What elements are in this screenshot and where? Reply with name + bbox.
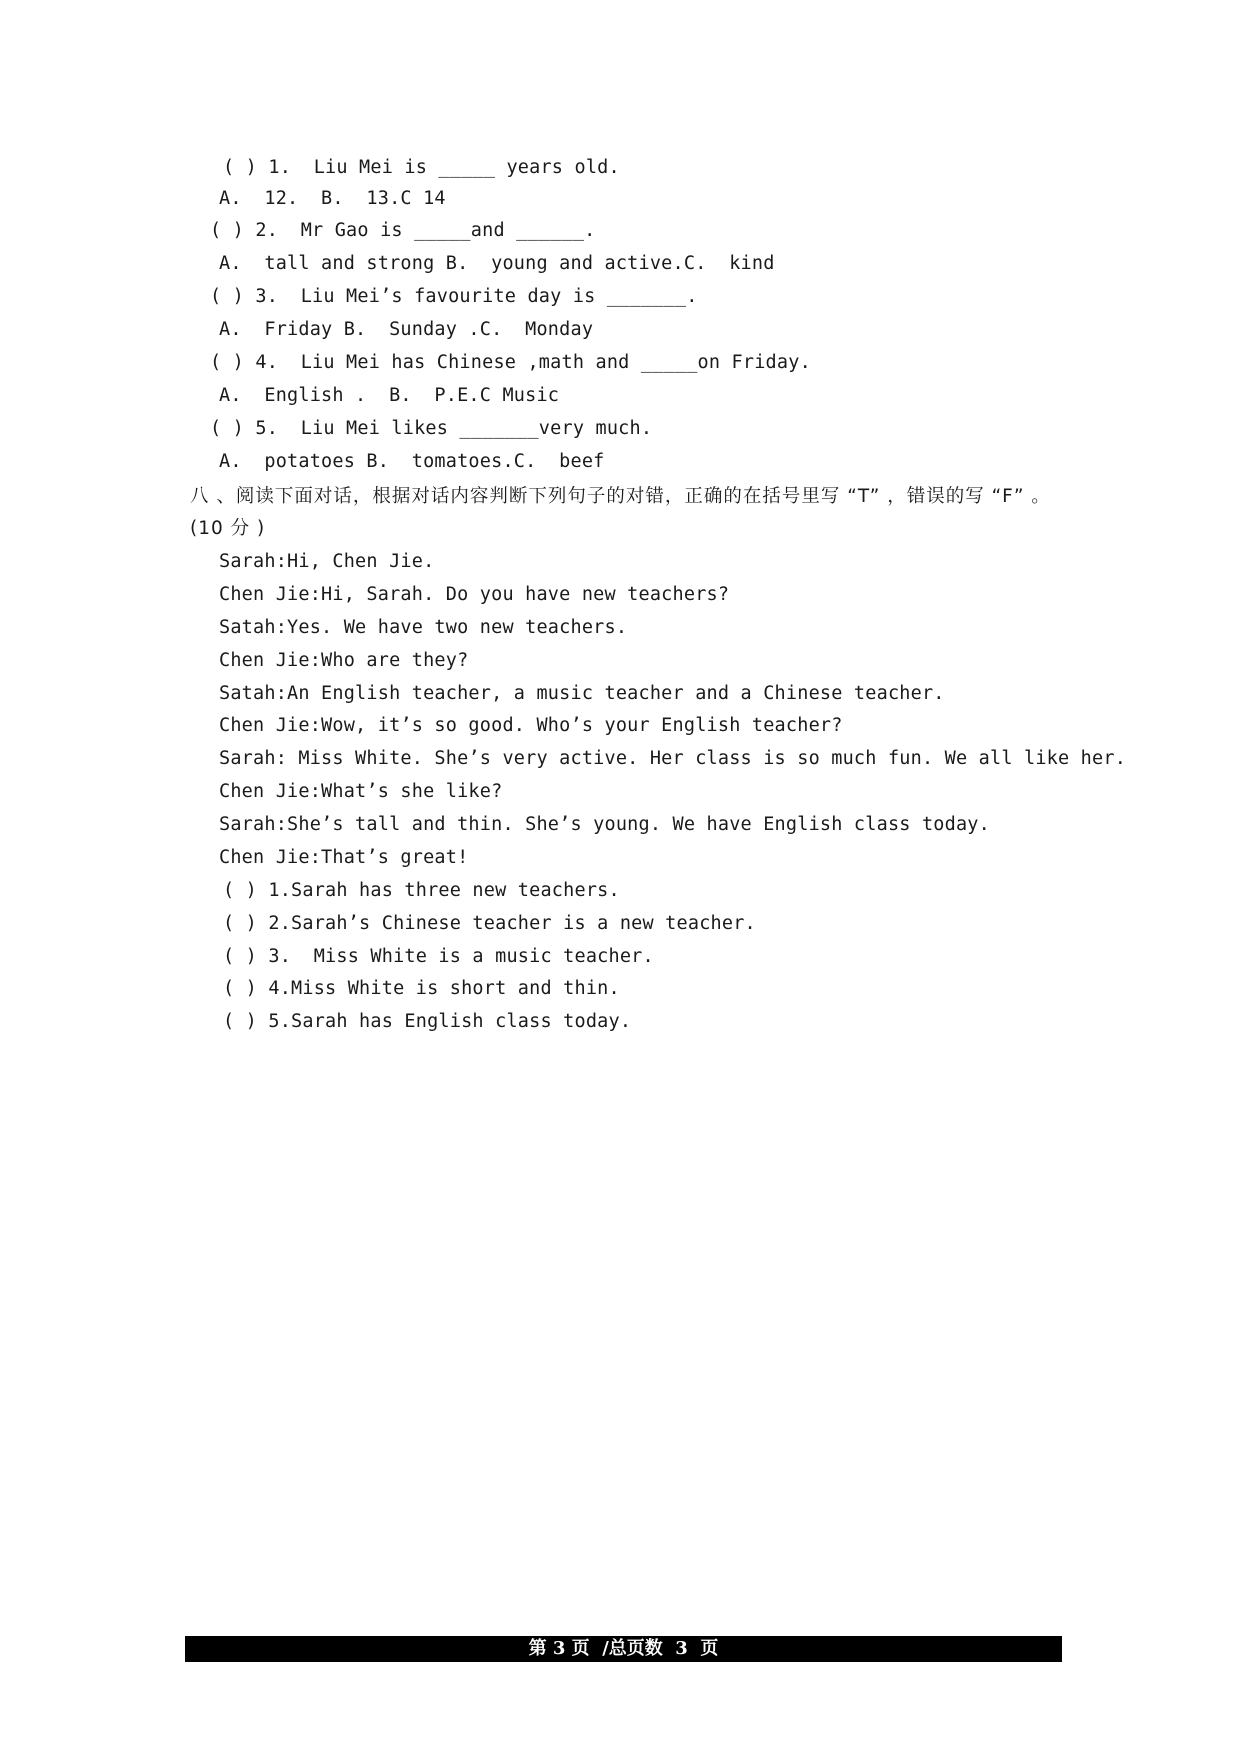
statement-4: ( ) 4.Miss White is short and thin. [223,978,620,999]
dialogue-line: Sarah:She’s tall and thin. She’s young. We have English class today. [219,814,990,835]
dialogue-line: Chen Jie:Who are they? [219,650,469,671]
question-3-options: A. Friday B. Sunday .C. Monday [219,319,594,340]
dialogue-line: Satah:An English teacher, a music teacher and a Chinese teacher. [219,683,945,704]
dialogue-line: Chen Jie:Wow, it’s so good. Who’s your English teacher? [219,715,843,736]
question-5-options: A. potatoes B. tomatoes.C. beef [219,451,605,472]
statement-5: ( ) 5.Sarah has English class today. [223,1011,632,1032]
question-1: ( ) 1. Liu Mei is _____ years old. [223,157,620,178]
dialogue-line: Sarah: Miss White. She’s very active. Her class is so much fun. We all like her. [219,748,1127,769]
statement-1: ( ) 1.Sarah has three new teachers. [223,880,620,901]
question-2-options: A. tall and strong B. young and active.C. kind [219,253,775,274]
dialogue-line: Chen Jie:What’s she like? [219,781,503,802]
dialogue-line: Chen Jie:Hi, Sarah. Do you have new teachers? [219,584,730,605]
dialogue-line: Chen Jie:That’s great! [219,847,469,868]
page-footer-bar [185,1636,1062,1662]
question-4: ( ) 4. Liu Mei has Chinese ,math and _____on Friday. [210,352,811,373]
statement-3: ( ) 3. Miss White is a music teacher. [223,946,654,967]
question-4-options: A. English . B. P.E.C Music [219,385,560,406]
dialogue-line: Sarah:Hi, Chen Jie. [219,551,435,572]
question-2: ( ) 2. Mr Gao is _____and ______. [210,220,596,241]
question-3: ( ) 3. Liu Mei’s favourite day is _______. [210,286,698,307]
dialogue-line: Satah:Yes. We have two new teachers. [219,617,628,638]
question-1-options: A. 12. B. 13.C 14 [219,188,446,209]
page-number: 第 3 页 /总页数 3 页 [528,1638,719,1659]
statement-2: ( ) 2.Sarah’s Chinese teacher is a new teacher. [223,913,756,934]
question-5: ( ) 5. Liu Mei likes _______very much. [210,418,653,439]
section-8-heading: 八 、阅读下面对话，根据对话内容判断下列句子的对错，正确的在括号里写 “T” ，错误的写 “F” 。 (10 分 ) [190,486,1051,539]
